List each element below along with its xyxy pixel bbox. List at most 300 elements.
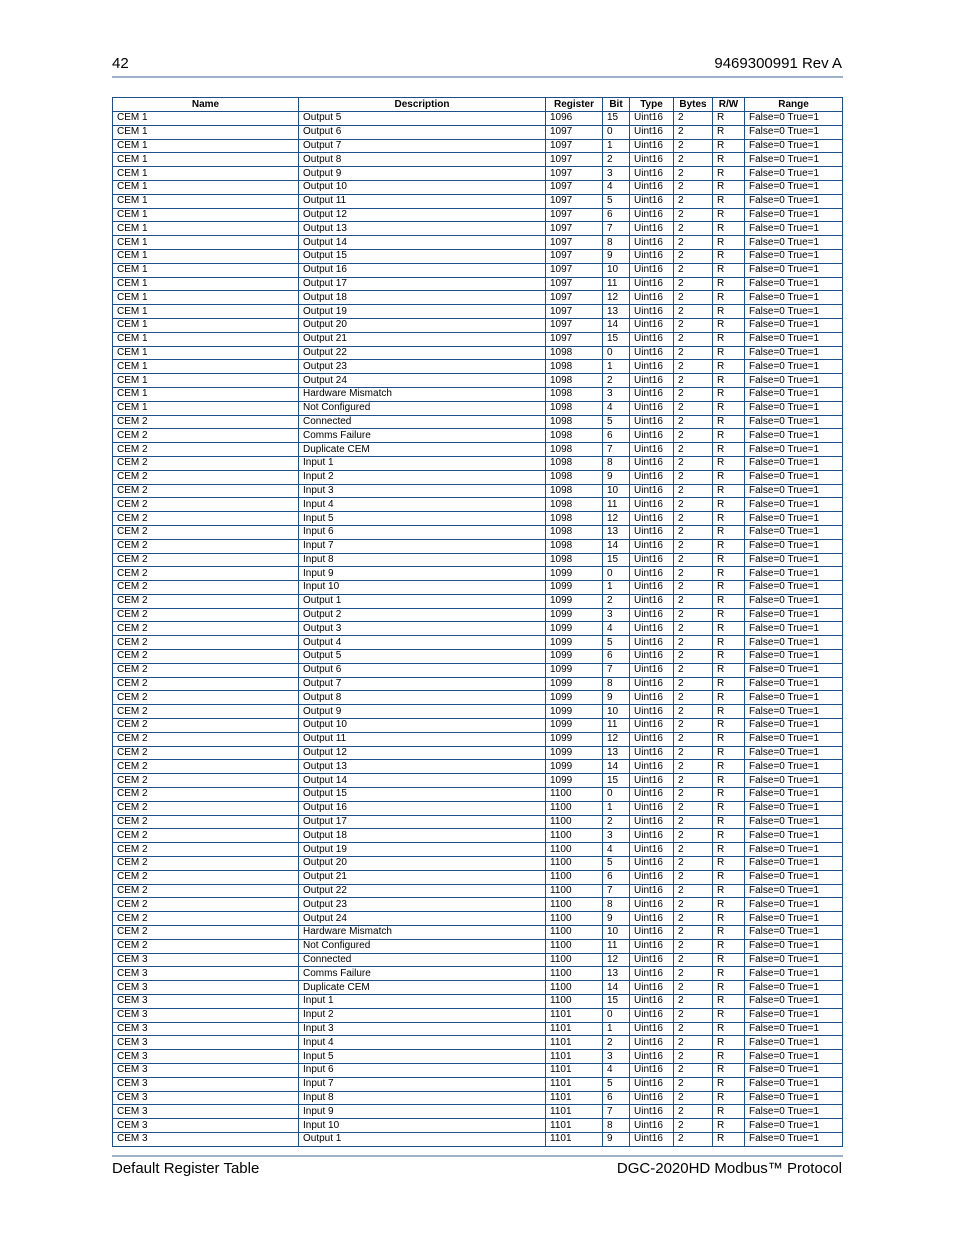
cell-bit: 12 — [603, 953, 630, 967]
table-row — [113, 332, 843, 346]
column-header-register: Register — [546, 98, 603, 112]
table-row — [113, 650, 843, 664]
cell-register: 1097 — [546, 180, 603, 194]
cell-name: CEM 2 — [113, 608, 299, 622]
cell-rw: R — [713, 525, 745, 539]
cell-range: False=0 True=1 — [745, 305, 843, 319]
cell-description: Output 7 — [299, 139, 546, 153]
cell-rw: R — [713, 967, 745, 981]
cell-rw: R — [713, 387, 745, 401]
cell-bytes: 2 — [674, 939, 713, 953]
cell-type: Uint16 — [630, 1063, 674, 1077]
cell-range: False=0 True=1 — [745, 180, 843, 194]
cell-register: 1100 — [546, 995, 603, 1009]
table-row — [113, 305, 843, 319]
table-row — [113, 719, 843, 733]
cell-bit: 13 — [603, 305, 630, 319]
cell-type: Uint16 — [630, 401, 674, 415]
cell-type: Uint16 — [630, 443, 674, 457]
table-row — [113, 746, 843, 760]
cell-type: Uint16 — [630, 732, 674, 746]
cell-range: False=0 True=1 — [745, 801, 843, 815]
cell-description: Output 7 — [299, 677, 546, 691]
cell-type: Uint16 — [630, 374, 674, 388]
cell-name: CEM 1 — [113, 291, 299, 305]
cell-description: Input 8 — [299, 553, 546, 567]
cell-rw: R — [713, 663, 745, 677]
cell-register: 1099 — [546, 691, 603, 705]
cell-type: Uint16 — [630, 249, 674, 263]
cell-description: Output 17 — [299, 277, 546, 291]
cell-name: CEM 1 — [113, 153, 299, 167]
cell-description: Output 4 — [299, 636, 546, 650]
table-row — [113, 1063, 843, 1077]
cell-description: Output 15 — [299, 249, 546, 263]
cell-register: 1097 — [546, 332, 603, 346]
cell-name: CEM 1 — [113, 222, 299, 236]
cell-range: False=0 True=1 — [745, 760, 843, 774]
cell-type: Uint16 — [630, 801, 674, 815]
cell-type: Uint16 — [630, 236, 674, 250]
cell-rw: R — [713, 1119, 745, 1133]
cell-description: Output 13 — [299, 222, 546, 236]
cell-bit: 6 — [603, 208, 630, 222]
cell-rw: R — [713, 732, 745, 746]
cell-bytes: 2 — [674, 815, 713, 829]
cell-bit: 1 — [603, 139, 630, 153]
table-row — [113, 346, 843, 360]
cell-name: CEM 2 — [113, 663, 299, 677]
cell-description: Input 6 — [299, 1063, 546, 1077]
cell-bit: 6 — [603, 650, 630, 664]
cell-type: Uint16 — [630, 691, 674, 705]
cell-description: Hardware Mismatch — [299, 926, 546, 940]
cell-bit: 2 — [603, 815, 630, 829]
cell-name: CEM 2 — [113, 581, 299, 595]
cell-range: False=0 True=1 — [745, 663, 843, 677]
cell-range: False=0 True=1 — [745, 374, 843, 388]
cell-name: CEM 1 — [113, 401, 299, 415]
table-row — [113, 939, 843, 953]
cell-register: 1099 — [546, 663, 603, 677]
cell-bit: 5 — [603, 857, 630, 871]
cell-name: CEM 3 — [113, 995, 299, 1009]
cell-register: 1098 — [546, 553, 603, 567]
table-row — [113, 167, 843, 181]
cell-description: Output 17 — [299, 815, 546, 829]
cell-description: Output 13 — [299, 760, 546, 774]
cell-rw: R — [713, 746, 745, 760]
cell-rw: R — [713, 318, 745, 332]
cell-register: 1098 — [546, 443, 603, 457]
cell-description: Input 7 — [299, 1077, 546, 1091]
cell-type: Uint16 — [630, 429, 674, 443]
cell-description: Output 18 — [299, 829, 546, 843]
cell-name: CEM 2 — [113, 512, 299, 526]
cell-description: Output 3 — [299, 622, 546, 636]
cell-bytes: 2 — [674, 1077, 713, 1091]
cell-rw: R — [713, 912, 745, 926]
cell-rw: R — [713, 401, 745, 415]
cell-rw: R — [713, 691, 745, 705]
cell-bytes: 2 — [674, 498, 713, 512]
cell-bit: 9 — [603, 691, 630, 705]
cell-register: 1100 — [546, 926, 603, 940]
cell-bit: 9 — [603, 912, 630, 926]
table-row — [113, 981, 843, 995]
cell-bytes: 2 — [674, 1022, 713, 1036]
cell-register: 1099 — [546, 760, 603, 774]
page-footer — [112, 1160, 842, 1180]
cell-name: CEM 1 — [113, 387, 299, 401]
cell-bit: 6 — [603, 429, 630, 443]
cell-bit: 8 — [603, 677, 630, 691]
cell-name: CEM 2 — [113, 594, 299, 608]
cell-name: CEM 1 — [113, 305, 299, 319]
cell-name: CEM 2 — [113, 443, 299, 457]
cell-rw: R — [713, 801, 745, 815]
table-row — [113, 581, 843, 595]
cell-bytes: 2 — [674, 249, 713, 263]
cell-rw: R — [713, 167, 745, 181]
cell-register: 1099 — [546, 594, 603, 608]
cell-type: Uint16 — [630, 139, 674, 153]
cell-name: CEM 1 — [113, 332, 299, 346]
cell-description: Input 9 — [299, 1105, 546, 1119]
table-row — [113, 788, 843, 802]
cell-name: CEM 3 — [113, 953, 299, 967]
cell-bytes: 2 — [674, 857, 713, 871]
cell-range: False=0 True=1 — [745, 1050, 843, 1064]
cell-type: Uint16 — [630, 525, 674, 539]
cell-register: 1097 — [546, 305, 603, 319]
cell-bytes: 2 — [674, 346, 713, 360]
cell-range: False=0 True=1 — [745, 346, 843, 360]
cell-rw: R — [713, 981, 745, 995]
cell-range: False=0 True=1 — [745, 732, 843, 746]
cell-type: Uint16 — [630, 967, 674, 981]
cell-name: CEM 3 — [113, 967, 299, 981]
cell-rw: R — [713, 236, 745, 250]
cell-rw: R — [713, 125, 745, 139]
cell-rw: R — [713, 539, 745, 553]
cell-name: CEM 3 — [113, 1022, 299, 1036]
cell-description: Input 5 — [299, 512, 546, 526]
cell-rw: R — [713, 939, 745, 953]
cell-rw: R — [713, 705, 745, 719]
header-rule — [112, 76, 843, 78]
cell-bit: 11 — [603, 277, 630, 291]
cell-range: False=0 True=1 — [745, 360, 843, 374]
cell-bytes: 2 — [674, 567, 713, 581]
cell-name: CEM 2 — [113, 926, 299, 940]
cell-range: False=0 True=1 — [745, 594, 843, 608]
cell-range: False=0 True=1 — [745, 387, 843, 401]
cell-type: Uint16 — [630, 484, 674, 498]
cell-rw: R — [713, 884, 745, 898]
cell-rw: R — [713, 512, 745, 526]
cell-bytes: 2 — [674, 456, 713, 470]
cell-bytes: 2 — [674, 1105, 713, 1119]
cell-type: Uint16 — [630, 456, 674, 470]
cell-name: CEM 1 — [113, 125, 299, 139]
cell-rw: R — [713, 1063, 745, 1077]
cell-register: 1098 — [546, 360, 603, 374]
cell-name: CEM 2 — [113, 415, 299, 429]
table-row — [113, 691, 843, 705]
cell-type: Uint16 — [630, 263, 674, 277]
table-row — [113, 470, 843, 484]
cell-description: Input 4 — [299, 1036, 546, 1050]
cell-bit: 14 — [603, 539, 630, 553]
cell-rw: R — [713, 898, 745, 912]
cell-type: Uint16 — [630, 912, 674, 926]
cell-rw: R — [713, 843, 745, 857]
cell-name: CEM 2 — [113, 815, 299, 829]
cell-range: False=0 True=1 — [745, 981, 843, 995]
cell-type: Uint16 — [630, 291, 674, 305]
cell-rw: R — [713, 1022, 745, 1036]
cell-range: False=0 True=1 — [745, 512, 843, 526]
cell-rw: R — [713, 995, 745, 1009]
cell-bit: 6 — [603, 1091, 630, 1105]
table-row — [113, 153, 843, 167]
cell-bytes: 2 — [674, 167, 713, 181]
table-row — [113, 539, 843, 553]
cell-range: False=0 True=1 — [745, 829, 843, 843]
cell-bytes: 2 — [674, 953, 713, 967]
cell-range: False=0 True=1 — [745, 788, 843, 802]
cell-range: False=0 True=1 — [745, 884, 843, 898]
cell-type: Uint16 — [630, 843, 674, 857]
cell-bytes: 2 — [674, 705, 713, 719]
cell-name: CEM 2 — [113, 829, 299, 843]
cell-rw: R — [713, 553, 745, 567]
cell-register: 1098 — [546, 470, 603, 484]
cell-range: False=0 True=1 — [745, 249, 843, 263]
cell-description: Output 15 — [299, 788, 546, 802]
table-row — [113, 498, 843, 512]
cell-register: 1097 — [546, 125, 603, 139]
table-row — [113, 829, 843, 843]
cell-name: CEM 1 — [113, 374, 299, 388]
column-header-bit: Bit — [603, 98, 630, 112]
cell-range: False=0 True=1 — [745, 581, 843, 595]
cell-register: 1100 — [546, 815, 603, 829]
cell-bytes: 2 — [674, 484, 713, 498]
cell-bytes: 2 — [674, 277, 713, 291]
cell-range: False=0 True=1 — [745, 125, 843, 139]
cell-bit: 8 — [603, 456, 630, 470]
cell-range: False=0 True=1 — [745, 553, 843, 567]
cell-bytes: 2 — [674, 967, 713, 981]
cell-type: Uint16 — [630, 594, 674, 608]
cell-rw: R — [713, 650, 745, 664]
cell-bytes: 2 — [674, 1091, 713, 1105]
cell-name: CEM 2 — [113, 788, 299, 802]
table-row — [113, 236, 843, 250]
cell-register: 1100 — [546, 939, 603, 953]
cell-rw: R — [713, 470, 745, 484]
cell-bit: 1 — [603, 801, 630, 815]
cell-description: Output 12 — [299, 746, 546, 760]
cell-range: False=0 True=1 — [745, 112, 843, 126]
cell-range: False=0 True=1 — [745, 774, 843, 788]
cell-rw: R — [713, 926, 745, 940]
cell-name: CEM 2 — [113, 801, 299, 815]
cell-rw: R — [713, 498, 745, 512]
cell-description: Comms Failure — [299, 429, 546, 443]
cell-name: CEM 2 — [113, 760, 299, 774]
table-row — [113, 815, 843, 829]
cell-name: CEM 2 — [113, 498, 299, 512]
cell-description: Hardware Mismatch — [299, 387, 546, 401]
table-body — [113, 112, 843, 1147]
document-number: 9469300991 Rev A — [714, 55, 842, 72]
cell-description: Output 6 — [299, 125, 546, 139]
cell-bytes: 2 — [674, 884, 713, 898]
cell-description: Output 9 — [299, 705, 546, 719]
cell-bytes: 2 — [674, 539, 713, 553]
cell-register: 1099 — [546, 746, 603, 760]
cell-type: Uint16 — [630, 636, 674, 650]
column-header-bytes: Bytes — [674, 98, 713, 112]
cell-bytes: 2 — [674, 153, 713, 167]
cell-range: False=0 True=1 — [745, 650, 843, 664]
cell-register: 1099 — [546, 608, 603, 622]
cell-bit: 15 — [603, 995, 630, 1009]
cell-bytes: 2 — [674, 512, 713, 526]
cell-bit: 2 — [603, 153, 630, 167]
cell-type: Uint16 — [630, 470, 674, 484]
cell-range: False=0 True=1 — [745, 484, 843, 498]
cell-type: Uint16 — [630, 553, 674, 567]
cell-bytes: 2 — [674, 208, 713, 222]
cell-description: Output 20 — [299, 318, 546, 332]
cell-register: 1100 — [546, 953, 603, 967]
cell-type: Uint16 — [630, 305, 674, 319]
table-row — [113, 553, 843, 567]
cell-bit: 14 — [603, 318, 630, 332]
cell-bit: 4 — [603, 843, 630, 857]
page-header — [112, 55, 842, 75]
cell-rw: R — [713, 456, 745, 470]
cell-type: Uint16 — [630, 1105, 674, 1119]
cell-bytes: 2 — [674, 801, 713, 815]
cell-bit: 4 — [603, 1063, 630, 1077]
table-row — [113, 705, 843, 719]
cell-register: 1097 — [546, 194, 603, 208]
cell-bit: 15 — [603, 774, 630, 788]
cell-range: False=0 True=1 — [745, 608, 843, 622]
cell-type: Uint16 — [630, 788, 674, 802]
cell-description: Input 1 — [299, 456, 546, 470]
table-row — [113, 291, 843, 305]
cell-bytes: 2 — [674, 870, 713, 884]
cell-bytes: 2 — [674, 1050, 713, 1064]
cell-rw: R — [713, 305, 745, 319]
cell-description: Input 2 — [299, 1008, 546, 1022]
cell-rw: R — [713, 180, 745, 194]
cell-bytes: 2 — [674, 1036, 713, 1050]
cell-type: Uint16 — [630, 1050, 674, 1064]
cell-description: Output 23 — [299, 360, 546, 374]
table-row — [113, 636, 843, 650]
cell-register: 1097 — [546, 277, 603, 291]
cell-bytes: 2 — [674, 305, 713, 319]
cell-bytes: 2 — [674, 912, 713, 926]
cell-name: CEM 1 — [113, 249, 299, 263]
cell-register: 1101 — [546, 1091, 603, 1105]
table-row — [113, 180, 843, 194]
cell-type: Uint16 — [630, 318, 674, 332]
cell-range: False=0 True=1 — [745, 401, 843, 415]
cell-name: CEM 2 — [113, 939, 299, 953]
cell-register: 1097 — [546, 291, 603, 305]
cell-rw: R — [713, 194, 745, 208]
cell-name: CEM 1 — [113, 318, 299, 332]
cell-description: Output 2 — [299, 608, 546, 622]
cell-type: Uint16 — [630, 167, 674, 181]
cell-rw: R — [713, 857, 745, 871]
cell-description: Output 14 — [299, 236, 546, 250]
cell-bit: 5 — [603, 194, 630, 208]
table-row — [113, 801, 843, 815]
table-row — [113, 870, 843, 884]
cell-name: CEM 3 — [113, 1050, 299, 1064]
cell-description: Output 12 — [299, 208, 546, 222]
cell-bytes: 2 — [674, 1132, 713, 1146]
cell-description: Connected — [299, 953, 546, 967]
cell-name: CEM 2 — [113, 857, 299, 871]
cell-register: 1097 — [546, 139, 603, 153]
cell-register: 1098 — [546, 525, 603, 539]
table-row — [113, 194, 843, 208]
cell-description: Output 16 — [299, 801, 546, 815]
cell-rw: R — [713, 222, 745, 236]
cell-description: Output 11 — [299, 732, 546, 746]
cell-name: CEM 3 — [113, 981, 299, 995]
table-row — [113, 898, 843, 912]
cell-description: Not Configured — [299, 401, 546, 415]
cell-bit: 0 — [603, 788, 630, 802]
cell-register: 1100 — [546, 857, 603, 871]
cell-register: 1099 — [546, 677, 603, 691]
cell-bit: 12 — [603, 732, 630, 746]
cell-rw: R — [713, 1091, 745, 1105]
cell-bytes: 2 — [674, 1063, 713, 1077]
cell-name: CEM 2 — [113, 843, 299, 857]
cell-bytes: 2 — [674, 194, 713, 208]
cell-description: Output 5 — [299, 112, 546, 126]
table-row — [113, 926, 843, 940]
cell-description: Output 10 — [299, 719, 546, 733]
cell-range: False=0 True=1 — [745, 318, 843, 332]
cell-register: 1097 — [546, 249, 603, 263]
cell-register: 1097 — [546, 208, 603, 222]
cell-bit: 2 — [603, 1036, 630, 1050]
cell-rw: R — [713, 443, 745, 457]
cell-name: CEM 2 — [113, 719, 299, 733]
cell-type: Uint16 — [630, 829, 674, 843]
cell-range: False=0 True=1 — [745, 139, 843, 153]
cell-type: Uint16 — [630, 512, 674, 526]
cell-name: CEM 2 — [113, 456, 299, 470]
cell-bit: 3 — [603, 608, 630, 622]
cell-rw: R — [713, 581, 745, 595]
cell-description: Output 10 — [299, 180, 546, 194]
cell-name: CEM 2 — [113, 732, 299, 746]
